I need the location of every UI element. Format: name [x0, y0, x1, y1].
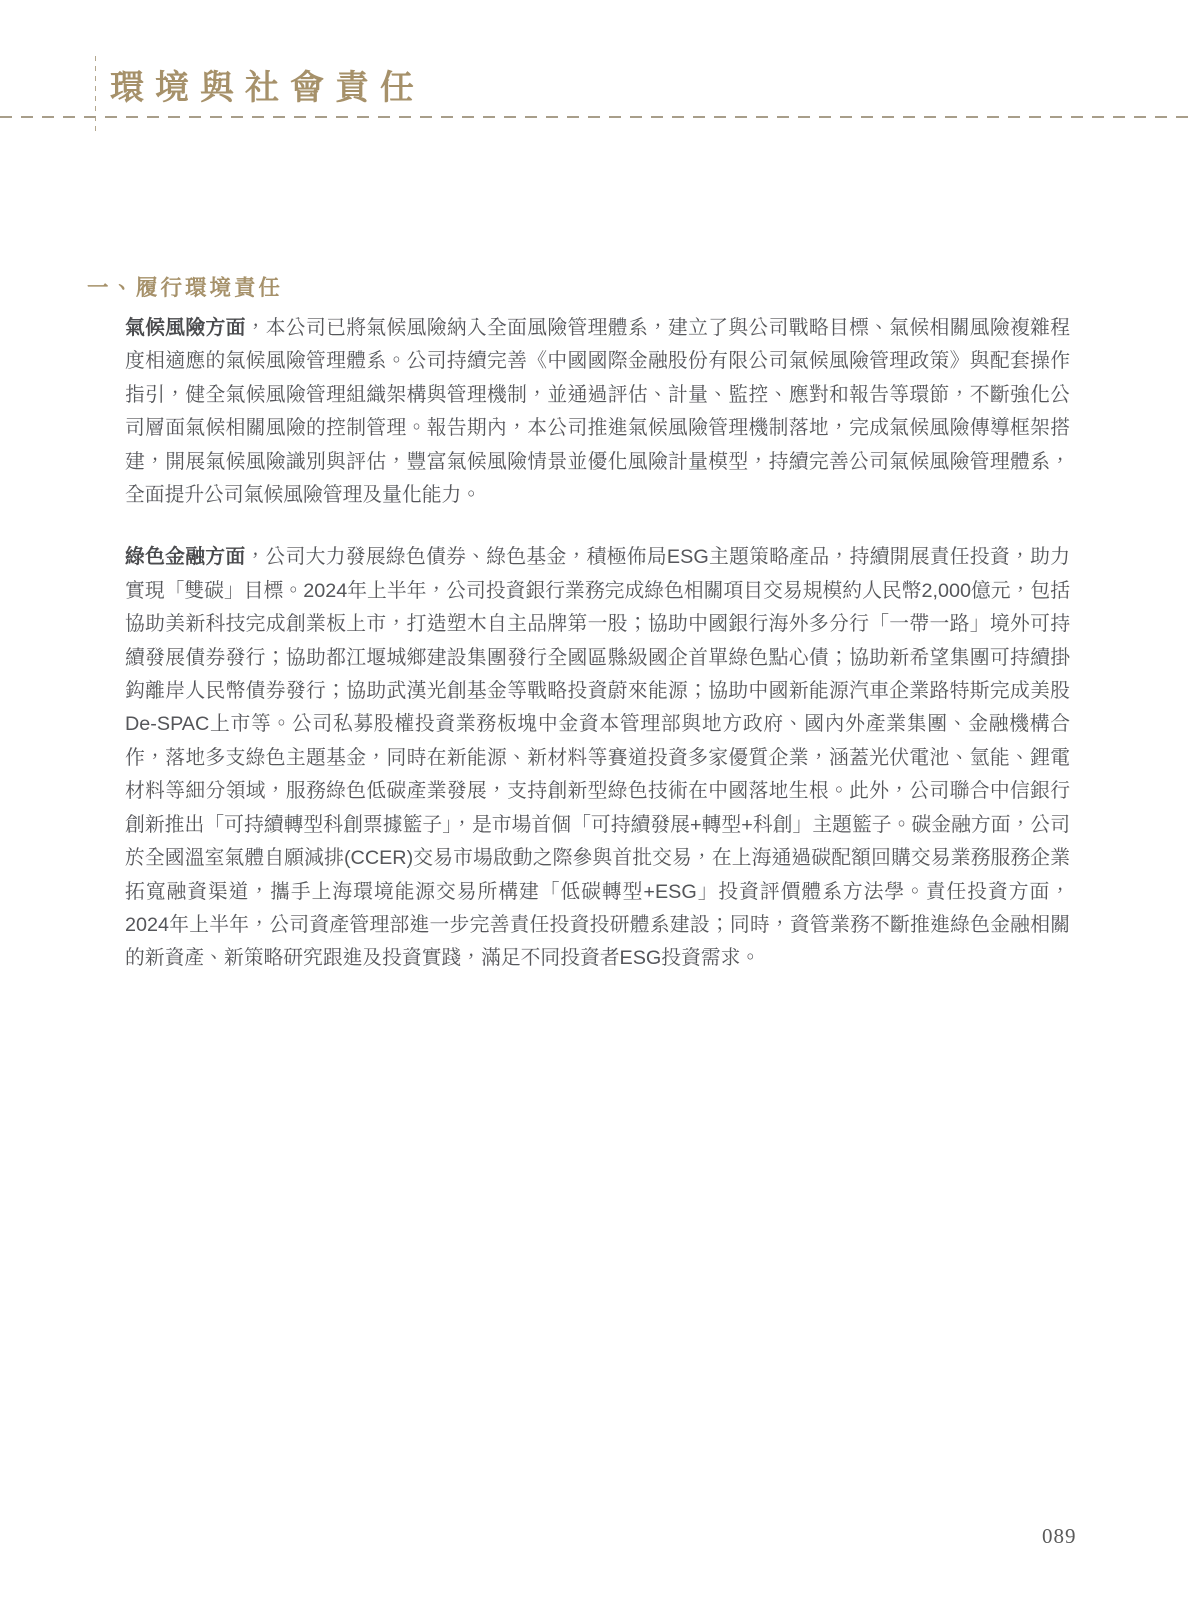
- section-heading: 一、履行環境責任: [87, 276, 284, 300]
- paragraph-climate-risk-lead: 氣候風險方面: [125, 317, 246, 339]
- paragraph-green-finance-text: ，公司大力發展綠色債券、綠色基金，積極佈局ESG主題策略產品，持續開展責任投資，助力實現「雙碳」目標。2024年上半年，公司投資銀行業務完成綠色相關項目交易規模約人民幣2,000億元，包括協助美新科技完成創業板上市，打造塑木自主品牌第一股；協助中國銀行海外多分行「一帶一路」境外可持續發展債券發行；協助都江堰城鄉建設集團發行全國區縣級國企首單綠色點心債；協助新希望集團可持續掛鈎離岸人民幣債券發行；協助武漢光創基金等戰略投資蔚來能源；協助中國新能源汽車企業路特斯完成美股De-SPAC上市等。公司私募股權投資業務板塊中金資本管理部與地方政府、國內外產業集團、金融機構合作，落地多支綠色主題基金，同時在新能源、新材料等賽道投資多家優質企業，涵蓋光伏電池、氫能、鋰電材料等細分領域，服務綠色低碳產業發展，支持創新型綠色技術在中國落地生根。此外，公司聯合中信銀行創新推出「可持續轉型科創票據籃子」，是市場首個「可持續發展+轉型+科創」主題籃子。碳金融方面，公司於全國溫室氣體自願減排(CCER)交易市場啟動之際參與首批交易，在上海通過碳配額回購交易業務服務企業拓寬融資渠道，攜手上海環境能源交易所構建「低碳轉型+ESG」投資評價體系方法學。責任投資方面，2024年上半年，公司資產管理部進一步完善責任投資投研體系建設；同時，資管業務不斷推進綠色金融相關的新資產、新策略研究跟進及投資實踐，滿足不同投資者ESG投資需求。: [125, 546, 1070, 970]
- page-number: 089: [1042, 1524, 1077, 1548]
- horizontal-dashed-rule: [0, 116, 1190, 118]
- paragraph-climate-risk-text: ，本公司已將氣候風險納入全面風險管理體系，建立了與公司戰略目標、氣候相關風險複雜程度相適應的氣候風險管理體系。公司持續完善《中國國際金融股份有限公司氣候風險管理政策》與配套操作指引，健全氣候風險管理組織架構與管理機制，並通過評估、計量、監控、應對和報告等環節，不斷強化公司層面氣候相關風險的控制管理。報告期內，本公司推進氣候風險管理機制落地，完成氣候風險傳導框架搭建，開展氣候風險識別與評估，豐富氣候風險情景並優化風險計量模型，持續完善公司氣候風險管理體系，全面提升公司氣候風險管理及量化能力。: [125, 317, 1070, 507]
- paragraph-climate-risk: [125, 312, 1070, 512]
- body-content: [125, 312, 1070, 976]
- vertical-dashed-rule: [95, 56, 96, 136]
- paragraph-green-finance: [125, 541, 1070, 975]
- paragraph-green-finance-lead: 綠色金融方面: [125, 546, 246, 569]
- page-title: 環境與社會責任: [110, 70, 425, 107]
